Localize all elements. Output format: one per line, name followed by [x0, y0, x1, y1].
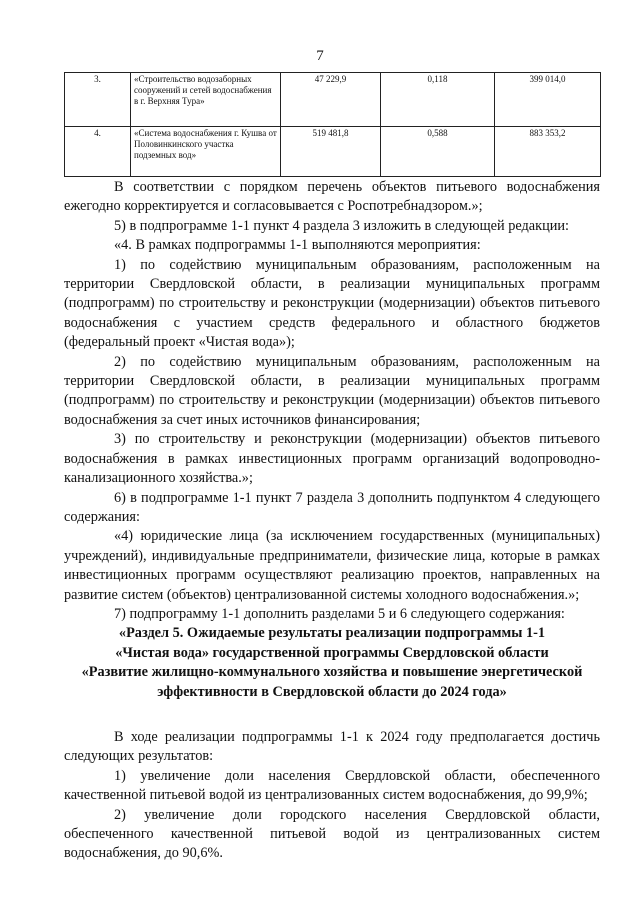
table-row — [65, 127, 601, 177]
objects-table — [64, 72, 601, 177]
paragraph: «4. В рамках подпрограммы 1-1 выполняются мероприятия: — [114, 237, 481, 254]
section-heading: «Чистая вода» государственной программы Свердловской области — [115, 644, 549, 661]
object-name: «Система водоснабжения г. Кушва от Половинкинского участка подземных вод» — [131, 127, 281, 177]
section-heading: «Раздел 5. Ожидаемые результаты реализации подпрограммы 1-1 — [118, 625, 546, 642]
population-value: 399 014,0 — [495, 73, 601, 127]
spacer — [64, 702, 600, 728]
document-body — [64, 178, 600, 864]
paragraph: 1) по содействию муниципальным образованиям, расположенным на территории Свердловской области, в реализации муниципальных программ (подпрограмм) по строительству и реконструкции (модернизации) объектов питьевого водоснабжения с участием средств федерального и областного бюджетов (федеральный проект «Чистая вода»); — [64, 256, 600, 351]
objects-table-fragment — [64, 72, 600, 177]
paragraph: В ходе реализации подпрограммы 1-1 к 2024 году предполагается достичь следующих результатов: — [64, 728, 600, 765]
capacity-value: 0,118 — [381, 73, 495, 127]
paragraph: 7) подпрограмму 1-1 дополнить разделами 5 и 6 следующего содержания: — [114, 605, 565, 622]
row-number: 3. — [65, 73, 131, 127]
cost-value: 47 229,9 — [281, 73, 381, 127]
table-row — [65, 73, 601, 127]
cost-value: 519 481,8 — [281, 127, 381, 177]
object-name: «Строительство водозаборных сооружений и сетей водоснабжения в г. Верхняя Тура» — [131, 73, 281, 127]
paragraph: 5) в подпрограмме 1-1 пункт 4 раздела 3 изложить в следующей редакции: — [114, 217, 569, 234]
row-number: 4. — [65, 127, 131, 177]
section-heading: «Развитие жилищно-коммунального хозяйства и повышение энергетической эффективности в Свердловской области до 2024 года» — [81, 664, 583, 700]
paragraph: 3) по строительству и реконструкции (модернизации) объектов питьевого водоснабжения в рамках инвестиционных программ организаций водопроводно-канализационного хозяйства.»; — [64, 431, 600, 487]
paragraph: 1) увеличение доли населения Свердловской области, обеспеченного качественной питьевой водой из централизованных систем водоснабжения, до 99,9%; — [64, 767, 600, 804]
paragraph: 2) по содействию муниципальным образованиям, расположенным на территории Свердловской области, в реализации муниципальных программ (подпрограмм) по строительству и реконструкции (модернизации) объектов питьевого водоснабжения за счет иных источников финансирования; — [64, 353, 600, 428]
paragraph: «4) юридические лица (за исключением государственных (муниципальных) учреждений), индивидуальные предприниматели, физические лица, которые в рамках инвестиционных программ осуществляют реализацию проектов, направленных на развитие систем (объектов) централизованной системы холодного водоснабжения.»; — [64, 528, 600, 603]
paragraph: 6) в подпрограмме 1-1 пункт 7 раздела 3 дополнить подпунктом 4 следующего содержания: — [64, 489, 600, 525]
paragraph: В соответствии с порядком перечень объектов питьевого водоснабжения ежегодно корректируется и согласовывается с Роспотребнадзором.»; — [64, 179, 600, 215]
population-value: 883 353,2 — [495, 127, 601, 177]
page-number: 7 — [316, 48, 324, 64]
capacity-value: 0,588 — [381, 127, 495, 177]
paragraph: 2) увеличение доли городского населения Свердловской области, обеспеченного качественной питьевой водой из централизованных систем водоснабжения, до 90,6%. — [64, 806, 600, 862]
